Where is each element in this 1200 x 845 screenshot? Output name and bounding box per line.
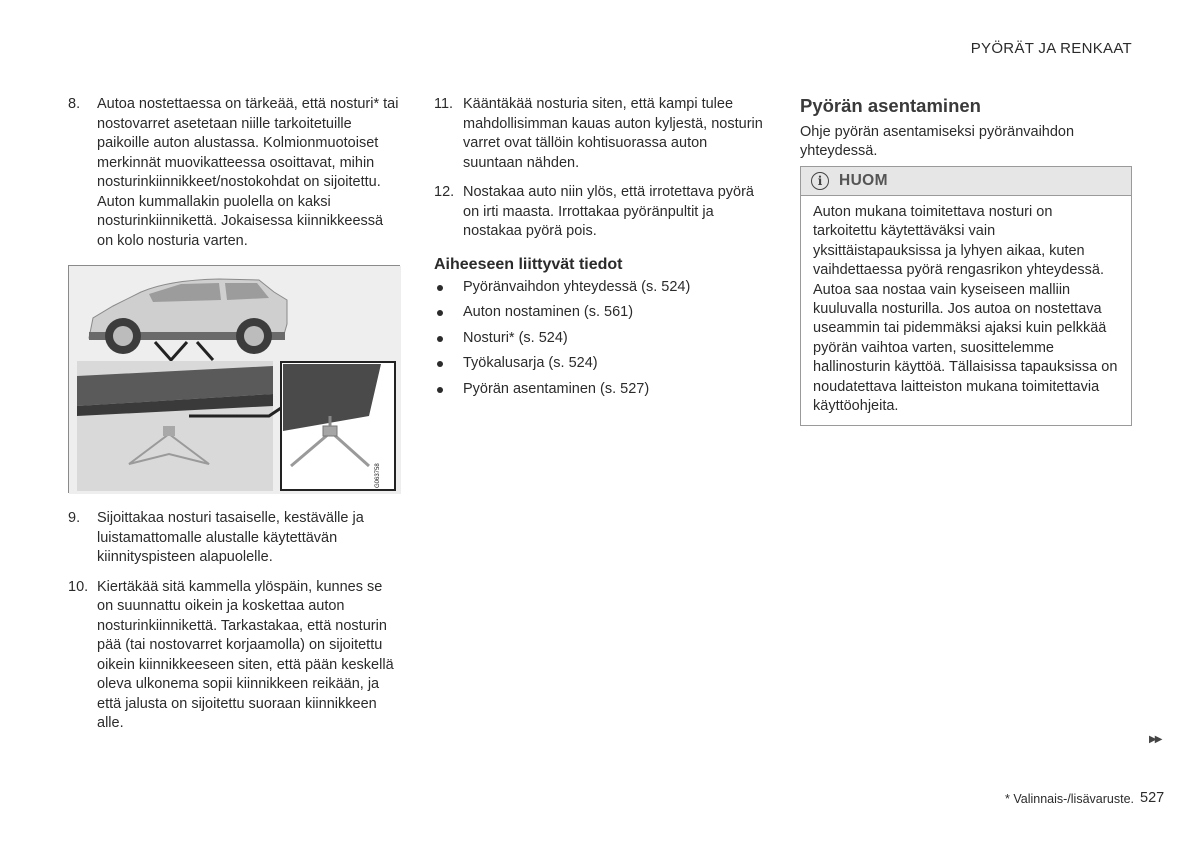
related-link[interactable]: Nosturi* (s. 524): [434, 329, 768, 348]
step-number: 8.: [68, 96, 81, 112]
step-number: 11.: [434, 96, 454, 112]
jack-illustration-drawing: [69, 266, 401, 494]
step-text: Sijoittakaa nosturi tasaiselle, kestävälle ja luistamattomalle alustalle käytettävän kiinnityspisteen alapuolelle.: [97, 510, 364, 565]
related-link[interactable]: Auton nostaminen (s. 561): [434, 303, 768, 322]
section-intro: Ohje pyörän asentamiseksi pyöränvaihdon yhteydessä.: [800, 124, 1075, 159]
steps-list-bottom: [68, 509, 402, 734]
steps-list-mid: [434, 95, 768, 242]
continue-arrow-icon: ▶▶: [1149, 734, 1161, 745]
step-item: [68, 509, 402, 568]
step-number: 12.: [434, 184, 455, 200]
note-label: HUOM: [839, 172, 888, 189]
related-title: Aiheeseen liittyvät tiedot: [434, 255, 623, 273]
step-text: Autoa nostettaessa on tärkeää, että nosturi* tai nostovarret asetetaan niille tarkoitetuille paikoille auton alustassa. Kolmionmuotoiset merkinnät muovikatteessa osoittavat, mihin nosturinkiinnikkeet/nostokohdat on sijoitettu. Auton kummallakin puolella on kaksi nosturinkiinnikettä. Jokaisessa kiinnikkeessä on kolo nosturia varten.: [97, 96, 399, 249]
note-header: [801, 167, 1131, 196]
footnote: * Valinnais-/lisävaruste.: [1005, 792, 1134, 806]
step-text: Kääntäkää nosturia siten, että kampi tulee mahdollisimman kauas auton kyljestä, nosturin varret ovat tällöin kohtisuorassa auton suuntaan nähden.: [463, 96, 763, 171]
related-list: [434, 278, 768, 399]
section-title: Pyörän asentaminen: [800, 95, 981, 116]
step-item: [434, 95, 768, 173]
step-text: Kiertäkää sitä kammella ylöspäin, kunnes se on suunnattu oikein ja koskettaa auton nosturinkiinnikettä. Tarkastakaa, että nosturin pää (tai nostovarret korjaamolla) on sijoitettu oikein kiinnikkeeseen siten, että pään keskellä oleva ulkonema sopii kiinnikkeen reikään, ja että jalusta on sijoitettu suoraan kiinnikkeen alle.: [97, 578, 394, 731]
step-number: 10.: [68, 578, 89, 595]
note-box: [800, 166, 1132, 426]
middle-column: [434, 95, 768, 405]
figure-code-holder: [375, 454, 387, 488]
left-column: [68, 95, 402, 744]
step-text: Nostakaa auto niin ylös, että irrotettava pyörä on irti maasta. Irrottakaa pyöränpultit ja nostakaa pyörä pois.: [463, 184, 754, 239]
chapter-title: PYÖRÄT JA RENKAAT: [970, 40, 1132, 57]
step-item: [434, 183, 768, 242]
step-item: [68, 95, 402, 251]
info-icon: i: [811, 172, 829, 190]
step-number: 9.: [68, 510, 81, 526]
figure-code: G063758: [375, 463, 381, 488]
related-link[interactable]: Pyörän asentaminen (s. 527): [434, 380, 768, 399]
note-text: Auton mukana toimitettava nosturi on tarkoitettu käytettäväksi vain yksittäistapauksissa ja lyhyen aikaa, kuten vaihdettaessa pyörä rengasrikon yhteydessä. Autoa saa nostaa vain kyseiseen malliin kuuluvalla nosturilla. Jos autoa on nostettava useammin tai pidemmäksi ajaksi kuin pelkkää pyörän vaihtoa varten, suosittelemme hallinosturin käyttöä. Tällaisissa tapauksissa on noudatettava laitteiston mukana toimitettavia käyttöohjeita.: [813, 204, 1118, 415]
right-column: [800, 95, 1132, 426]
page-number: 527: [1140, 790, 1165, 806]
jack-illustration: [68, 265, 400, 493]
steps-list-top: [68, 95, 402, 251]
related-link[interactable]: Työkalusarja (s. 524): [434, 354, 768, 373]
step-item: [68, 578, 402, 734]
related-link[interactable]: Pyöränvaihdon yhteydessä (s. 524): [434, 278, 768, 297]
